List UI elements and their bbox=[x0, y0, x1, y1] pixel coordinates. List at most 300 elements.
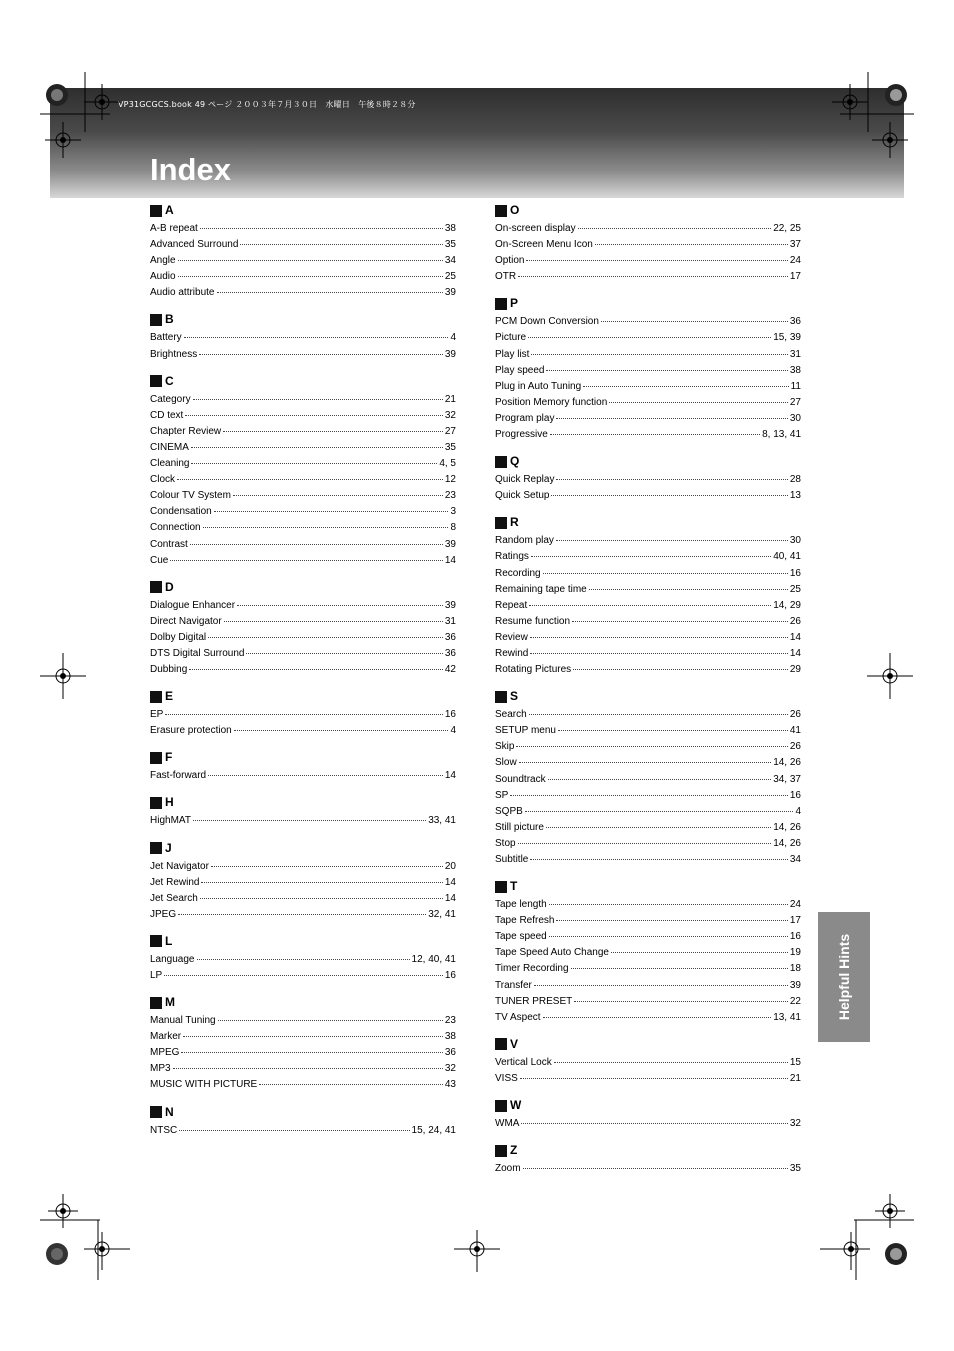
index-entry-fast-forward bbox=[150, 766, 456, 782]
section-square-icon bbox=[495, 881, 507, 893]
section-heading bbox=[150, 689, 456, 704]
entry-term: Advanced Surround bbox=[150, 239, 239, 251]
index-section-j bbox=[150, 841, 456, 921]
entry-pages: 24 bbox=[789, 255, 801, 267]
index-section-p bbox=[495, 296, 801, 441]
entry-term: On-Screen Menu Icon bbox=[495, 239, 593, 251]
entry-term: Fast-forward bbox=[150, 770, 207, 782]
dot-leader bbox=[516, 735, 787, 747]
section-heading bbox=[150, 841, 456, 856]
dot-leader bbox=[556, 529, 788, 541]
index-entry-jpeg bbox=[150, 905, 456, 921]
entry-pages: 39 bbox=[444, 599, 456, 611]
entry-term: Dialogue Enhancer bbox=[150, 599, 236, 611]
entry-term: Category bbox=[150, 393, 191, 405]
section-square-icon bbox=[150, 842, 162, 854]
index-entry-cue bbox=[150, 551, 456, 567]
index-section-m bbox=[150, 995, 456, 1091]
index-entry-zoom bbox=[495, 1159, 801, 1175]
dot-leader bbox=[178, 249, 443, 261]
entry-pages: 25 bbox=[444, 271, 456, 283]
entry-term: Picture bbox=[495, 332, 527, 344]
entry-term: MPEG bbox=[150, 1047, 180, 1059]
dot-leader bbox=[609, 391, 788, 403]
registration-mark-bottom-right-icon bbox=[820, 1190, 914, 1280]
entry-pages: 26 bbox=[789, 615, 801, 627]
dot-leader bbox=[208, 626, 443, 638]
entry-term: Angle bbox=[150, 255, 176, 267]
index-entry-progressive bbox=[495, 425, 801, 441]
dot-leader bbox=[583, 375, 788, 387]
section-square-icon bbox=[495, 517, 507, 529]
entry-term: SETUP menu bbox=[495, 725, 556, 737]
entry-term: Play speed bbox=[495, 364, 545, 376]
entry-term: Tape speed bbox=[495, 931, 547, 943]
dot-leader bbox=[558, 719, 788, 731]
entry-term: Timer Recording bbox=[495, 963, 569, 975]
entry-term: Brightness bbox=[150, 348, 198, 360]
dot-leader bbox=[200, 217, 443, 229]
index-section-o bbox=[495, 203, 801, 283]
dot-leader bbox=[240, 233, 442, 245]
section-letter: B bbox=[165, 312, 174, 327]
entry-term: Erasure protection bbox=[150, 725, 232, 737]
entry-pages: 38 bbox=[444, 1031, 456, 1043]
index-entry-quick-setup bbox=[495, 486, 801, 502]
entry-term: HighMAT bbox=[150, 815, 191, 827]
dot-leader bbox=[223, 420, 443, 432]
entry-term: Search bbox=[495, 709, 527, 721]
page-title: Index bbox=[150, 152, 231, 187]
entry-term: TUNER PRESET bbox=[495, 995, 573, 1007]
dot-leader bbox=[531, 545, 771, 557]
entry-pages: 14, 26 bbox=[773, 757, 801, 769]
crosshair-right-upper-icon bbox=[872, 122, 908, 158]
section-heading bbox=[495, 1037, 801, 1052]
section-square-icon bbox=[495, 1100, 507, 1112]
index-entry-rotating-pictures bbox=[495, 660, 801, 676]
entry-pages: 32, 41 bbox=[428, 908, 456, 920]
entry-term: Vertical Lock bbox=[495, 1056, 552, 1068]
entry-term: JPEG bbox=[150, 908, 177, 920]
section-letter: V bbox=[510, 1036, 519, 1051]
entry-pages: 36 bbox=[444, 1047, 456, 1059]
dot-leader bbox=[178, 265, 443, 277]
entry-term: Option bbox=[495, 255, 525, 267]
dot-leader bbox=[529, 703, 788, 715]
dot-leader bbox=[224, 610, 443, 622]
index-entry-music-with-picture bbox=[150, 1075, 456, 1091]
section-heading bbox=[495, 1143, 801, 1158]
section-letter: C bbox=[165, 373, 174, 388]
section-heading bbox=[495, 296, 801, 311]
entry-pages: 14, 26 bbox=[773, 821, 801, 833]
entry-pages: 14 bbox=[789, 647, 801, 659]
index-entry-wma bbox=[495, 1114, 801, 1130]
entry-pages: 27 bbox=[444, 425, 456, 437]
entry-pages: 15, 39 bbox=[773, 332, 801, 344]
entry-pages: 41 bbox=[789, 725, 801, 737]
entry-term: Language bbox=[150, 953, 195, 965]
section-heading bbox=[150, 795, 456, 810]
entry-pages: 35 bbox=[444, 239, 456, 251]
section-square-icon bbox=[495, 456, 507, 468]
entry-term: Soundtrack bbox=[495, 773, 546, 785]
entry-term: CD text bbox=[150, 409, 184, 421]
entry-pages: 36 bbox=[444, 647, 456, 659]
side-tab-label: Helpful Hints bbox=[836, 933, 852, 1021]
dot-leader bbox=[549, 925, 788, 937]
entry-term: Repeat bbox=[495, 599, 528, 611]
index-entry-erasure-protection bbox=[150, 721, 456, 737]
side-tab bbox=[818, 912, 870, 1042]
entry-term: On-screen display bbox=[495, 223, 576, 234]
entry-pages: 23 bbox=[444, 1015, 456, 1027]
section-letter: D bbox=[165, 579, 174, 594]
entry-term: Dolby Digital bbox=[150, 631, 207, 643]
dot-leader bbox=[530, 626, 788, 638]
section-square-icon bbox=[150, 581, 162, 593]
entry-pages: 42 bbox=[444, 664, 456, 676]
entry-pages: 15 bbox=[789, 1056, 801, 1068]
section-letter: J bbox=[165, 840, 172, 855]
index-entry-audio-attribute bbox=[150, 283, 456, 299]
entry-pages: 21 bbox=[789, 1072, 801, 1084]
crosshair-top-right-icon bbox=[832, 84, 868, 120]
entry-pages: 32 bbox=[444, 409, 456, 421]
section-heading bbox=[495, 1098, 801, 1113]
index-entry-dubbing bbox=[150, 660, 456, 676]
section-letter: M bbox=[165, 995, 175, 1010]
entry-term: Jet Rewind bbox=[150, 876, 200, 888]
entry-term: CINEMA bbox=[150, 441, 189, 453]
entry-term: Play list bbox=[495, 348, 530, 360]
entry-term: Random play bbox=[495, 535, 554, 547]
crosshair-left-upper-icon bbox=[45, 122, 81, 158]
crosshair-right-middle-icon bbox=[867, 653, 913, 699]
index-section-a bbox=[150, 203, 456, 299]
section-letter: P bbox=[510, 296, 519, 311]
dot-leader bbox=[526, 249, 787, 261]
index-entry-otr bbox=[495, 267, 801, 283]
dot-leader bbox=[201, 871, 442, 883]
dot-leader bbox=[218, 1009, 443, 1021]
index-column-left bbox=[150, 203, 456, 1150]
dot-leader bbox=[518, 265, 788, 277]
entry-pages: 4 bbox=[450, 725, 456, 737]
section-heading bbox=[495, 454, 801, 469]
entry-term: Rewind bbox=[495, 647, 529, 659]
entry-pages: 32 bbox=[444, 1063, 456, 1075]
entry-term: Tape Speed Auto Change bbox=[495, 947, 609, 959]
entry-term: Still picture bbox=[495, 821, 544, 833]
dot-leader bbox=[234, 719, 449, 731]
entry-pages: 15, 24, 41 bbox=[411, 1124, 456, 1136]
entry-pages: 35 bbox=[444, 441, 456, 453]
dot-leader bbox=[525, 800, 794, 812]
entry-term: Quick Replay bbox=[495, 474, 555, 486]
section-square-icon bbox=[150, 375, 162, 387]
entry-pages: 14 bbox=[789, 631, 801, 643]
index-section-f bbox=[150, 750, 456, 782]
entry-term: Jet Navigator bbox=[150, 860, 209, 872]
entry-pages: 43 bbox=[444, 1079, 456, 1091]
section-letter: N bbox=[165, 1104, 174, 1119]
section-letter: Q bbox=[510, 454, 520, 469]
dot-leader bbox=[170, 549, 443, 561]
entry-term: Contrast bbox=[150, 538, 188, 550]
entry-term: Program play bbox=[495, 412, 555, 424]
dot-leader bbox=[183, 1025, 443, 1037]
dot-leader bbox=[529, 594, 771, 606]
dot-leader bbox=[554, 1051, 788, 1063]
entry-pages: 14 bbox=[444, 770, 456, 782]
entry-pages: 16 bbox=[789, 789, 801, 801]
section-letter: T bbox=[510, 879, 518, 894]
entry-pages: 8 bbox=[450, 522, 456, 534]
entry-pages: 38 bbox=[444, 223, 456, 234]
section-letter: O bbox=[510, 203, 520, 217]
entry-term: Audio attribute bbox=[150, 287, 215, 299]
crosshair-bottom-center-icon bbox=[454, 1230, 500, 1276]
section-square-icon bbox=[495, 1038, 507, 1050]
entry-term: Slow bbox=[495, 757, 517, 769]
dot-leader bbox=[177, 468, 443, 480]
index-section-h bbox=[150, 795, 456, 827]
section-letter: H bbox=[165, 795, 174, 810]
section-heading bbox=[150, 934, 456, 949]
entry-term: Condensation bbox=[150, 506, 212, 518]
entry-pages: 4, 5 bbox=[439, 458, 456, 470]
print-info: VP31GCGCS.book 49 ページ ２００３年７月３０日 水曜日 午後８時２８分 bbox=[118, 100, 416, 109]
index-section-c bbox=[150, 374, 456, 567]
entry-pages: 27 bbox=[789, 396, 801, 408]
entry-pages: 14 bbox=[444, 892, 456, 904]
entry-term: SP bbox=[495, 789, 509, 801]
entry-pages: 34 bbox=[789, 854, 801, 865]
section-heading bbox=[150, 1105, 456, 1120]
section-letter: A bbox=[165, 203, 174, 217]
dot-leader bbox=[520, 1067, 788, 1079]
entry-pages: 32 bbox=[789, 1118, 801, 1130]
entry-term: Connection bbox=[150, 522, 201, 534]
entry-term: Chapter Review bbox=[150, 425, 222, 437]
dot-leader bbox=[523, 1157, 788, 1169]
entry-term: Manual Tuning bbox=[150, 1015, 216, 1027]
dot-leader bbox=[165, 703, 443, 715]
section-heading bbox=[495, 879, 801, 894]
section-heading bbox=[495, 515, 801, 530]
entry-pages: 31 bbox=[789, 348, 801, 360]
entry-pages: 30 bbox=[789, 412, 801, 424]
index-entry-brightness bbox=[150, 345, 456, 361]
dot-leader bbox=[217, 281, 443, 293]
dot-leader bbox=[189, 658, 443, 670]
entry-pages: 16 bbox=[789, 931, 801, 943]
entry-pages: 23 bbox=[444, 490, 456, 502]
index-section-n bbox=[150, 1105, 456, 1137]
entry-term: Battery bbox=[150, 332, 182, 344]
dot-leader bbox=[556, 468, 787, 480]
dot-leader bbox=[549, 893, 788, 905]
section-letter: R bbox=[510, 515, 519, 530]
entry-term: A-B repeat bbox=[150, 223, 198, 234]
dot-leader bbox=[193, 388, 443, 400]
index-entry-tv-aspect bbox=[495, 1008, 801, 1024]
entry-pages: 36 bbox=[789, 316, 801, 328]
entry-pages: 22 bbox=[789, 995, 801, 1007]
dot-leader bbox=[578, 217, 772, 229]
index-section-s bbox=[495, 689, 801, 866]
section-letter: L bbox=[165, 933, 173, 948]
index-entry-highmat bbox=[150, 811, 456, 827]
entry-pages: 12, 40, 41 bbox=[411, 953, 456, 965]
entry-term: Subtitle bbox=[495, 854, 529, 865]
dot-leader bbox=[548, 768, 772, 780]
entry-term: Ratings bbox=[495, 551, 529, 563]
section-heading bbox=[150, 312, 456, 327]
section-heading bbox=[495, 203, 801, 218]
index-section-t bbox=[495, 879, 801, 1024]
dot-leader bbox=[530, 848, 788, 860]
dot-leader bbox=[543, 1006, 772, 1018]
entry-term: MUSIC WITH PICTURE bbox=[150, 1079, 258, 1091]
dot-leader bbox=[595, 233, 788, 245]
section-square-icon bbox=[495, 691, 507, 703]
entry-pages: 4 bbox=[450, 332, 456, 344]
entry-term: MP3 bbox=[150, 1063, 171, 1075]
entry-pages: 33, 41 bbox=[428, 815, 456, 827]
dot-leader bbox=[572, 610, 788, 622]
entry-term: Quick Setup bbox=[495, 490, 550, 502]
dot-leader bbox=[185, 404, 443, 416]
entry-term: Transfer bbox=[495, 979, 532, 991]
entry-term: WMA bbox=[495, 1118, 520, 1130]
entry-pages: 21 bbox=[444, 393, 456, 405]
entry-pages: 14, 29 bbox=[773, 599, 801, 611]
entry-pages: 11 bbox=[790, 380, 801, 392]
entry-term: Cleaning bbox=[150, 458, 190, 470]
section-heading bbox=[150, 203, 456, 218]
dot-leader bbox=[203, 516, 449, 528]
dot-leader bbox=[246, 642, 442, 654]
entry-term: NTSC bbox=[150, 1124, 178, 1136]
dot-leader bbox=[191, 436, 443, 448]
entry-pages: 24 bbox=[789, 899, 801, 911]
entry-term: Jet Search bbox=[150, 892, 198, 904]
entry-pages: 20 bbox=[444, 860, 456, 872]
section-heading bbox=[150, 995, 456, 1010]
index-entry-ntsc bbox=[150, 1121, 456, 1137]
dot-leader bbox=[574, 990, 788, 1002]
entry-term: Stop bbox=[495, 837, 516, 849]
dot-leader bbox=[521, 1112, 787, 1124]
section-square-icon bbox=[495, 298, 507, 310]
entry-term: LP bbox=[150, 970, 163, 981]
dot-leader bbox=[550, 423, 760, 435]
index-section-z bbox=[495, 1143, 801, 1175]
section-square-icon bbox=[150, 691, 162, 703]
entry-pages: 25 bbox=[789, 583, 801, 595]
dot-leader bbox=[611, 941, 788, 953]
section-square-icon bbox=[150, 997, 162, 1009]
dot-leader bbox=[571, 957, 788, 969]
entry-term: Tape length bbox=[495, 899, 547, 911]
entry-term: VISS bbox=[495, 1072, 518, 1084]
entry-pages: 3 bbox=[450, 506, 456, 518]
dot-leader bbox=[546, 359, 787, 371]
section-square-icon bbox=[495, 205, 507, 217]
dot-leader bbox=[181, 1041, 442, 1053]
dot-leader bbox=[534, 974, 788, 986]
entry-term: Recording bbox=[495, 567, 541, 579]
dot-leader bbox=[510, 784, 788, 796]
section-heading bbox=[150, 580, 456, 595]
index-section-v bbox=[495, 1037, 801, 1085]
entry-pages: 17 bbox=[789, 915, 801, 927]
entry-pages: 12 bbox=[444, 474, 456, 486]
entry-pages: 14, 26 bbox=[773, 837, 801, 849]
dot-leader bbox=[589, 578, 788, 590]
entry-term: Rotating Pictures bbox=[495, 664, 572, 676]
entry-pages: 4 bbox=[795, 805, 801, 817]
dot-leader bbox=[556, 909, 787, 921]
section-letter: W bbox=[510, 1098, 522, 1113]
dot-leader bbox=[601, 310, 788, 322]
dot-leader bbox=[164, 964, 443, 976]
dot-leader bbox=[531, 343, 787, 355]
dot-leader bbox=[551, 484, 787, 496]
section-square-icon bbox=[150, 205, 162, 217]
dot-leader bbox=[214, 500, 449, 512]
entry-pages: 18 bbox=[789, 963, 801, 975]
entry-term: Dubbing bbox=[150, 664, 188, 676]
entry-term: EP bbox=[150, 709, 164, 721]
entry-pages: 39 bbox=[444, 287, 456, 299]
section-letter: Z bbox=[510, 1143, 518, 1158]
dot-leader bbox=[528, 326, 771, 338]
entry-pages: 39 bbox=[444, 538, 456, 550]
entry-pages: 30 bbox=[789, 535, 801, 547]
entry-term: Zoom bbox=[495, 1163, 521, 1175]
dot-leader bbox=[190, 533, 443, 545]
dot-leader bbox=[199, 343, 443, 355]
dot-leader bbox=[546, 816, 771, 828]
entry-term: Audio bbox=[150, 271, 176, 283]
section-letter: S bbox=[510, 689, 519, 704]
entry-term: Position Memory function bbox=[495, 396, 608, 408]
entry-pages: 38 bbox=[789, 364, 801, 376]
entry-term: Progressive bbox=[495, 429, 548, 441]
dot-leader bbox=[556, 407, 787, 419]
dot-leader bbox=[233, 484, 443, 496]
dot-leader bbox=[573, 658, 788, 670]
entry-pages: 22, 25 bbox=[773, 223, 801, 234]
index-section-w bbox=[495, 1098, 801, 1130]
crosshair-left-middle-icon bbox=[40, 653, 86, 699]
entry-pages: 13 bbox=[789, 490, 801, 502]
entry-pages: 29 bbox=[789, 664, 801, 676]
index-section-r bbox=[495, 515, 801, 676]
dot-leader bbox=[518, 832, 772, 844]
entry-term: Tape Refresh bbox=[495, 915, 555, 927]
entry-term: Marker bbox=[150, 1031, 182, 1043]
entry-pages: 39 bbox=[789, 979, 801, 991]
entry-pages: 31 bbox=[444, 615, 456, 627]
section-letter: E bbox=[165, 689, 174, 704]
entry-pages: 13, 41 bbox=[773, 1011, 801, 1023]
entry-pages: 17 bbox=[789, 271, 801, 283]
